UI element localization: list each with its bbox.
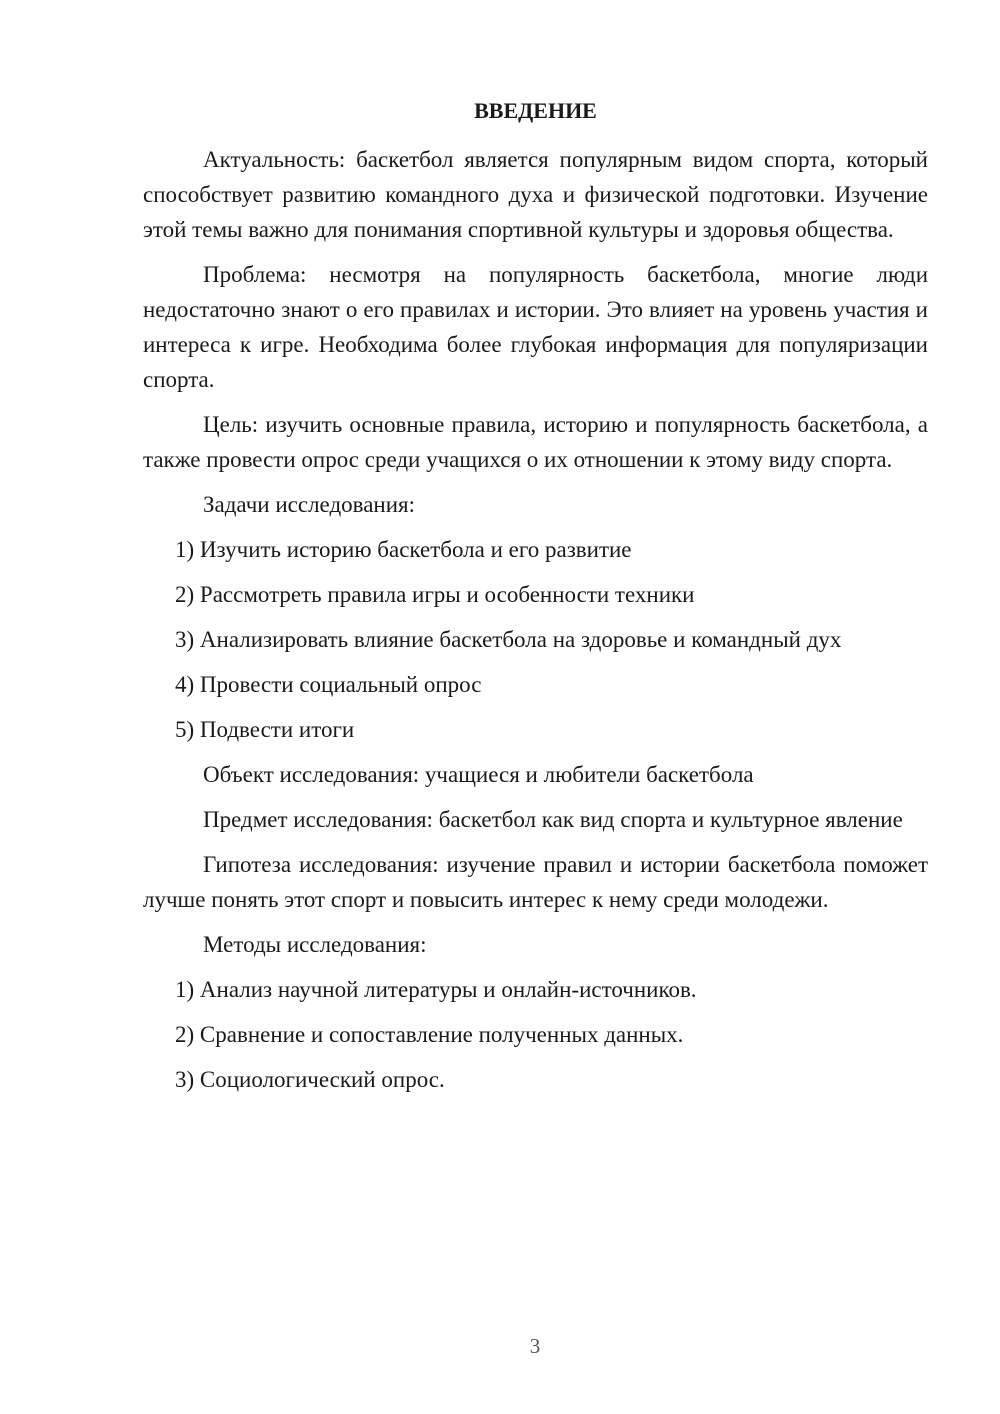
method-item: 3) Социологический опрос. bbox=[175, 1067, 445, 1092]
hypothesis-paragraph: Гипотеза исследования: изучение правил и истории баскетбола поможет лучше понять этот спорт и повысить интерес к нему среди молодежи. bbox=[143, 852, 928, 912]
task-item: 5) Подвести итоги bbox=[175, 717, 355, 742]
section-title: ВВЕДЕНИЕ bbox=[474, 98, 597, 123]
problem-paragraph: Проблема: несмотря на популярность баскетбола, многие люди недостаточно знают о его правилах и истории. Это влияет на уровень участия и интереса к игре. Необходима более глубокая информация для популяризации спорта. bbox=[143, 262, 928, 392]
task-item: 4) Провести социальный опрос bbox=[175, 672, 482, 697]
task-item: 2) Рассмотреть правила игры и особенности техники bbox=[175, 582, 695, 607]
task-item: 3) Анализировать влияние баскетбола на здоровье и командный дух bbox=[175, 627, 842, 652]
tasks-heading: Задачи исследования: bbox=[203, 492, 416, 517]
relevance-paragraph: Актуальность: баскетбол является популярным видом спорта, который способствует развитию командного духа и физической подготовки. Изучение этой темы важно для понимания спортивной культуры и здоровья общества. bbox=[143, 147, 928, 242]
goal-paragraph: Цель: изучить основные правила, историю и популярность баскетбола, а также провести опрос среди учащихся о их отношении к этому виду спорта. bbox=[143, 412, 928, 472]
methods-heading: Методы исследования: bbox=[203, 932, 427, 957]
subject-paragraph: Предмет исследования: баскетбол как вид спорта и культурное явление bbox=[203, 807, 903, 832]
page-number: 3 bbox=[529, 1334, 541, 1358]
method-item: 2) Сравнение и сопоставление полученных данных. bbox=[175, 1022, 684, 1047]
task-item: 1) Изучить историю баскетбола и его развитие bbox=[175, 537, 632, 562]
method-item: 1) Анализ научной литературы и онлайн-источников. bbox=[175, 977, 697, 1002]
document-body bbox=[143, 96, 928, 1107]
object-paragraph: Объект исследования: учащиеся и любители баскетбола bbox=[203, 762, 754, 787]
